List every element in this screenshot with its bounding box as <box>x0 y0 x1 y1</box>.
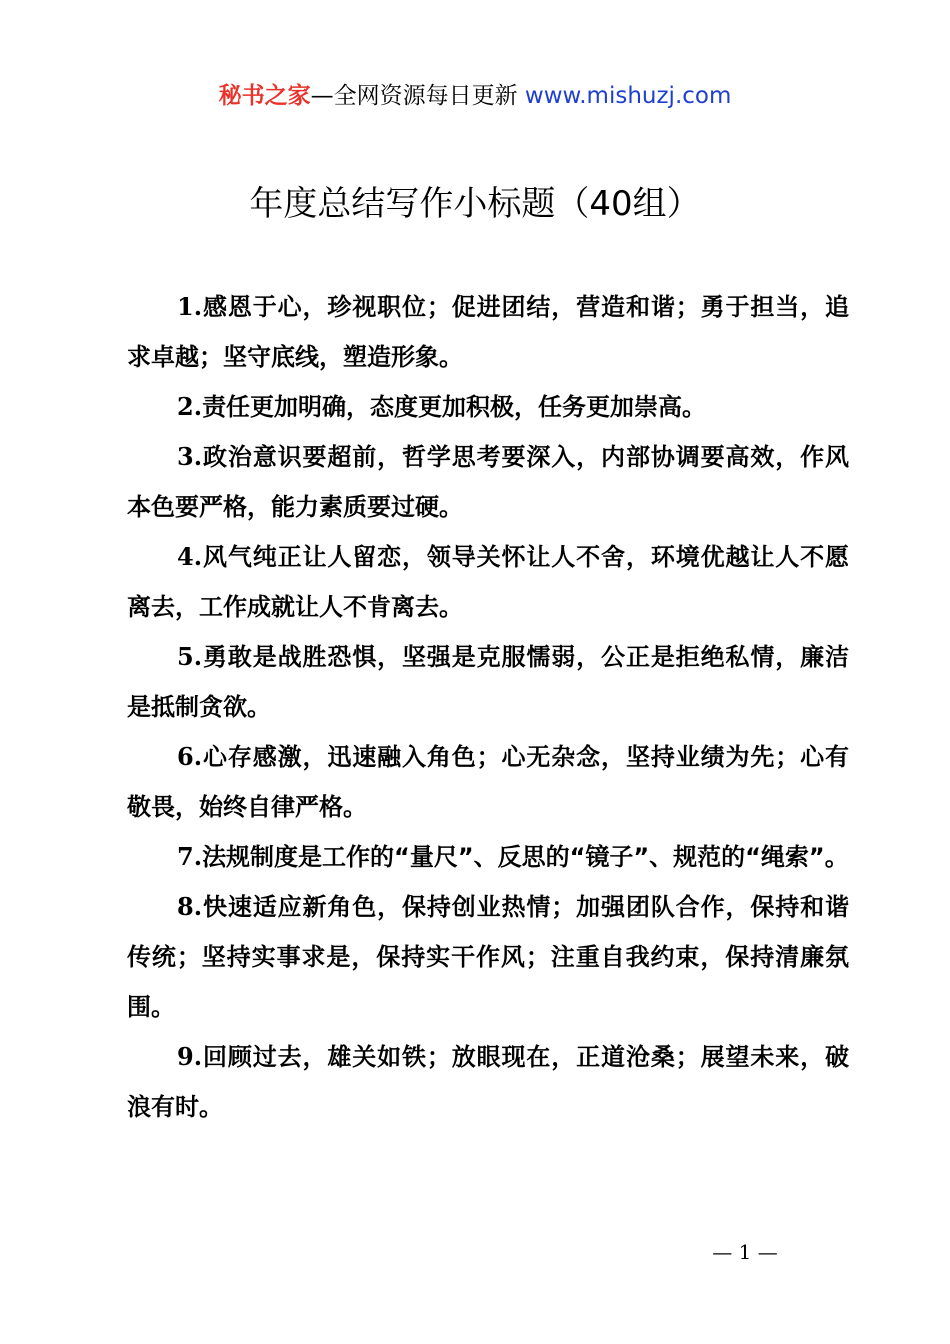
item-number: 3. <box>177 442 203 471</box>
item-number: 1. <box>177 292 203 321</box>
item-text: 法规制度是工作的“量尺”、反思的“镜子”、规范的“绳索”。 <box>202 843 849 871</box>
item-text: 政治意识要超前，哲学思考要深入，内部协调要高效，作风本色要严格，能力素质要过硬。 <box>127 443 849 521</box>
document-title: 年度总结写作小标题（40组） <box>249 184 701 224</box>
item-text: 心存感激，迅速融入角色；心无杂念，坚持业绩为先；心有敬畏，始终自律严格。 <box>127 743 849 821</box>
header-tagline: —全网资源每日更新 <box>310 83 518 109</box>
site-url-link[interactable]: www.mishuzj.com <box>524 83 732 109</box>
item-text: 责任更加明确，态度更加积极，任务更加崇高。 <box>202 393 707 421</box>
document-body <box>127 282 849 1132</box>
item-number: 9. <box>177 1042 203 1071</box>
list-item <box>127 832 849 882</box>
brand-name: 秘书之家 <box>218 83 311 109</box>
item-number: 6. <box>177 742 203 771</box>
list-item <box>127 282 849 382</box>
site-header <box>0 80 950 112</box>
list-item <box>127 432 849 532</box>
item-text: 快速适应新角色，保持创业热情；加强团队合作，保持和谐传统；坚持实事求是，保持实干作风；注重自我约束，保持清廉氛围。 <box>127 893 849 1021</box>
list-item <box>127 732 849 832</box>
list-item <box>127 632 849 732</box>
item-text: 感恩于心，珍视职位；促进团结，营造和谐；勇于担当，追求卓越；坚守底线，塑造形象。 <box>127 293 849 371</box>
item-number: 4. <box>177 542 203 571</box>
item-text: 风气纯正让人留恋，领导关怀让人不舍，环境优越让人不愿离去，工作成就让人不肯离去。 <box>127 543 849 621</box>
item-number: 2. <box>177 392 203 421</box>
page-number: — 1 — <box>712 1240 778 1264</box>
item-number: 8. <box>177 892 203 921</box>
list-item <box>127 882 849 1032</box>
item-number: 5. <box>177 642 203 671</box>
list-item <box>127 382 849 432</box>
list-item <box>127 532 849 632</box>
list-item <box>127 1032 849 1132</box>
item-text: 勇敢是战胜恐惧，坚强是克服懦弱，公正是拒绝私情，廉洁是抵制贪欲。 <box>127 643 849 721</box>
item-number: 7. <box>177 842 203 871</box>
item-text: 回顾过去，雄关如铁；放眼现在，正道沧桑；展望未来，破浪有时。 <box>127 1043 849 1121</box>
